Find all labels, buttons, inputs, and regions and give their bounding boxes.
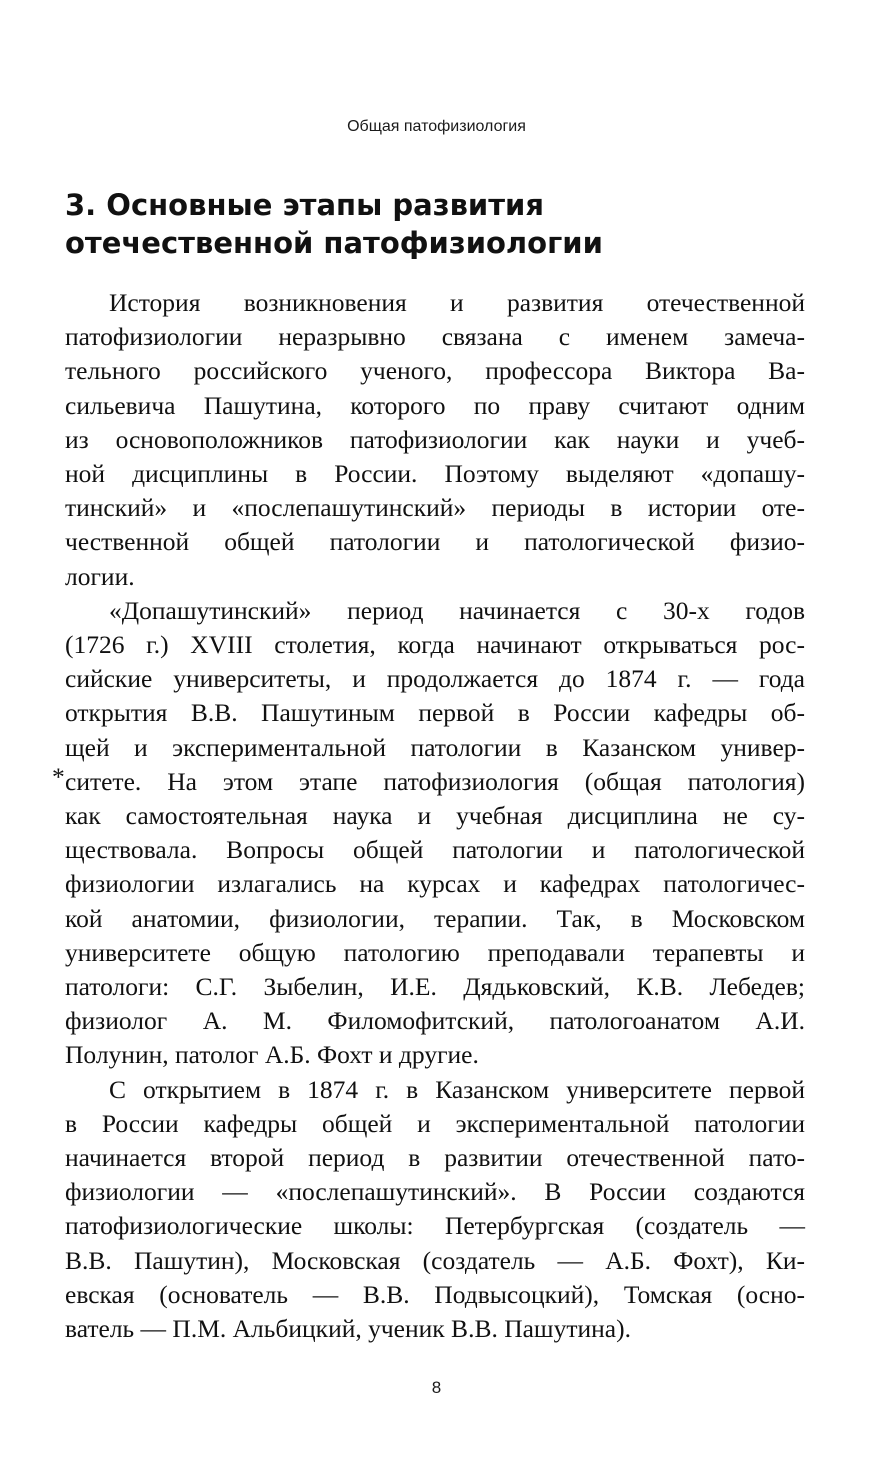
text-line: ситете. На этом этапе патофизиология (общая патология) bbox=[65, 766, 805, 796]
text-line: ватель — П.М. Альбицкий, ученик В.В. Пашутина). bbox=[65, 1314, 631, 1344]
paragraph-3 bbox=[65, 1073, 805, 1347]
text-line: из основоположников патофизиологии как науки и учеб- bbox=[65, 424, 805, 454]
text-line: тинский» и «послепашутинский» периоды в истории оте- bbox=[65, 493, 805, 523]
text-line: физиолог А. М. Филомофитский, патологоанатом А.И. bbox=[65, 1006, 805, 1036]
margin-asterisk: * bbox=[52, 762, 65, 791]
text-line: чественной общей патологии и патологической физио- bbox=[65, 527, 805, 557]
text-line: сийские университеты, и продолжается до 1874 г. — года bbox=[65, 664, 805, 694]
text-line: физиологии — «послепашутинский». В России создаются bbox=[65, 1177, 805, 1207]
text-line: как самостоятельная наука и учебная дисциплина не су- bbox=[65, 801, 805, 831]
text-line: патологи: С.Г. Зыбелин, И.Е. Дядьковский, К.В. Лебедев; bbox=[65, 972, 805, 1002]
running-head: Общая патофизиология bbox=[347, 118, 526, 135]
text-line: университете общую патологию преподавали терапевты и bbox=[65, 937, 805, 967]
text-line: логии. bbox=[65, 561, 135, 591]
paragraph-2 bbox=[65, 594, 805, 1073]
text-line: открытия В.В. Пашутиным первой в России кафедры об- bbox=[65, 698, 805, 728]
text-line: тельного российского ученого, профессора Виктора Ва- bbox=[65, 356, 805, 386]
text-line: евская (основатель — В.В. Подвысоцкий), Томская (осно- bbox=[65, 1279, 805, 1309]
page-number: 8 bbox=[431, 1378, 442, 1397]
text-line: патофизиологии неразрывно связана с именем замеча- bbox=[65, 322, 805, 352]
body-text bbox=[65, 286, 805, 1346]
text-line: физиологии излагались на курсах и кафедрах патологичес- bbox=[65, 869, 805, 899]
section-title-line-2: отечественной патофизиологии bbox=[65, 226, 603, 260]
text-line: Полунин, патолог А.Б. Фохт и другие. bbox=[65, 1040, 479, 1070]
text-line: История возникновения и развития отечественной bbox=[109, 288, 805, 317]
text-line: В.В. Пашутин), Московская (создатель — А.Б. Фохт), Ки- bbox=[65, 1245, 805, 1275]
text-line: сильевича Пашутина, которого по праву считают одним bbox=[65, 390, 805, 420]
text-line: С открытием в 1874 г. в Казанском университете первой bbox=[109, 1074, 805, 1104]
text-line: (1726 г.) XVIII столетия, когда начинают открываться рос- bbox=[65, 630, 805, 660]
text-line: в России кафедры общей и экспериментальной патологии bbox=[65, 1108, 805, 1138]
text-line: начинается второй период в развитии отечественной пато- bbox=[65, 1143, 805, 1173]
text-line: «Допашутинский» период начинается с 30-х годов bbox=[109, 595, 805, 625]
text-line: щей и экспериментальной патологии в Казанском универ- bbox=[65, 732, 805, 762]
text-line: кой анатомии, физиологии, терапии. Так, в Московском bbox=[65, 903, 805, 933]
section-title-line-1: 3. Основные этапы развития bbox=[65, 188, 544, 222]
section-title bbox=[65, 186, 825, 262]
text-line: ной дисциплины в России. Поэтому выделяют «допашу- bbox=[65, 459, 805, 489]
text-line: ществовала. Вопросы общей патологии и патологической bbox=[65, 835, 805, 865]
text-line: патофизиологические школы: Петербургская (создатель — bbox=[65, 1211, 805, 1241]
paragraph-1 bbox=[65, 286, 805, 594]
